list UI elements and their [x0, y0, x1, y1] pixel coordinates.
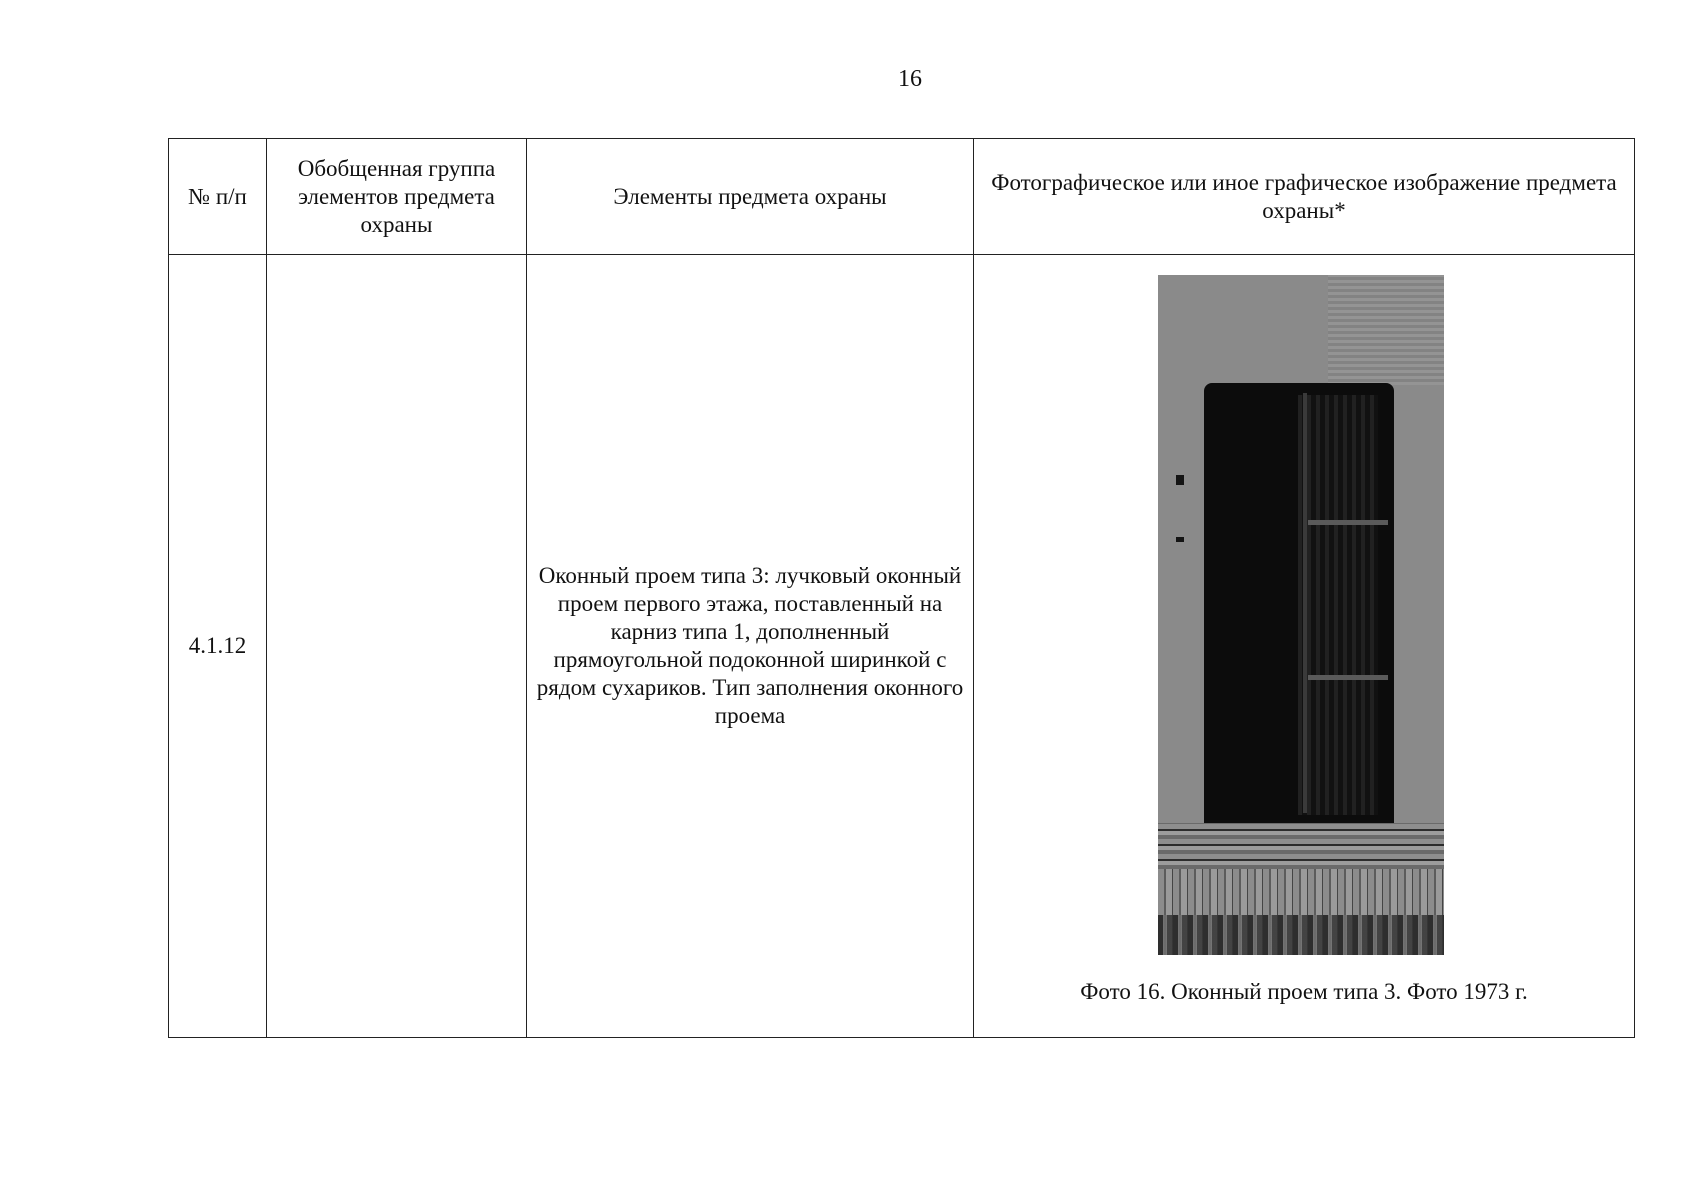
photo-window-mullion	[1303, 393, 1307, 813]
photo-window-transom	[1308, 520, 1388, 525]
table-header-row	[169, 139, 1635, 255]
photo-cornice	[1158, 823, 1444, 869]
header-num: № п/п	[169, 139, 267, 255]
cell-num: 4.1.12	[169, 255, 267, 1038]
cell-group	[267, 255, 527, 1038]
protection-table	[168, 138, 1635, 1038]
header-elements: Элементы предмета охраны	[527, 139, 974, 255]
cell-photo	[974, 255, 1635, 1038]
photo-caption: Фото 16. Оконный проем типа 3. Фото 1973 г.	[1080, 979, 1528, 1004]
photo-facade-texture	[1328, 275, 1444, 385]
table-row	[169, 255, 1635, 1038]
header-group: Обобщенная группа элементов предмета охраны	[267, 139, 527, 255]
cell-elements: Оконный проем типа 3: лучковый оконный проем первого этажа, поставленный на карниз типа 1, дополненный прямоугольной подоконной ширинкой с рядом сухариков. Тип заполнения оконного проема	[527, 255, 974, 1038]
photo-sill-panel-shadow	[1158, 915, 1444, 955]
header-photo: Фотографическое или иное графическое изображение предмета охраны*	[974, 139, 1635, 255]
page-number: 16	[898, 66, 922, 92]
photo-wall-mark	[1176, 475, 1184, 485]
photo-wall-mark	[1176, 537, 1184, 542]
photo-window-transom	[1308, 675, 1388, 680]
photo-window-glass	[1298, 395, 1378, 815]
window-photo	[1158, 275, 1444, 955]
